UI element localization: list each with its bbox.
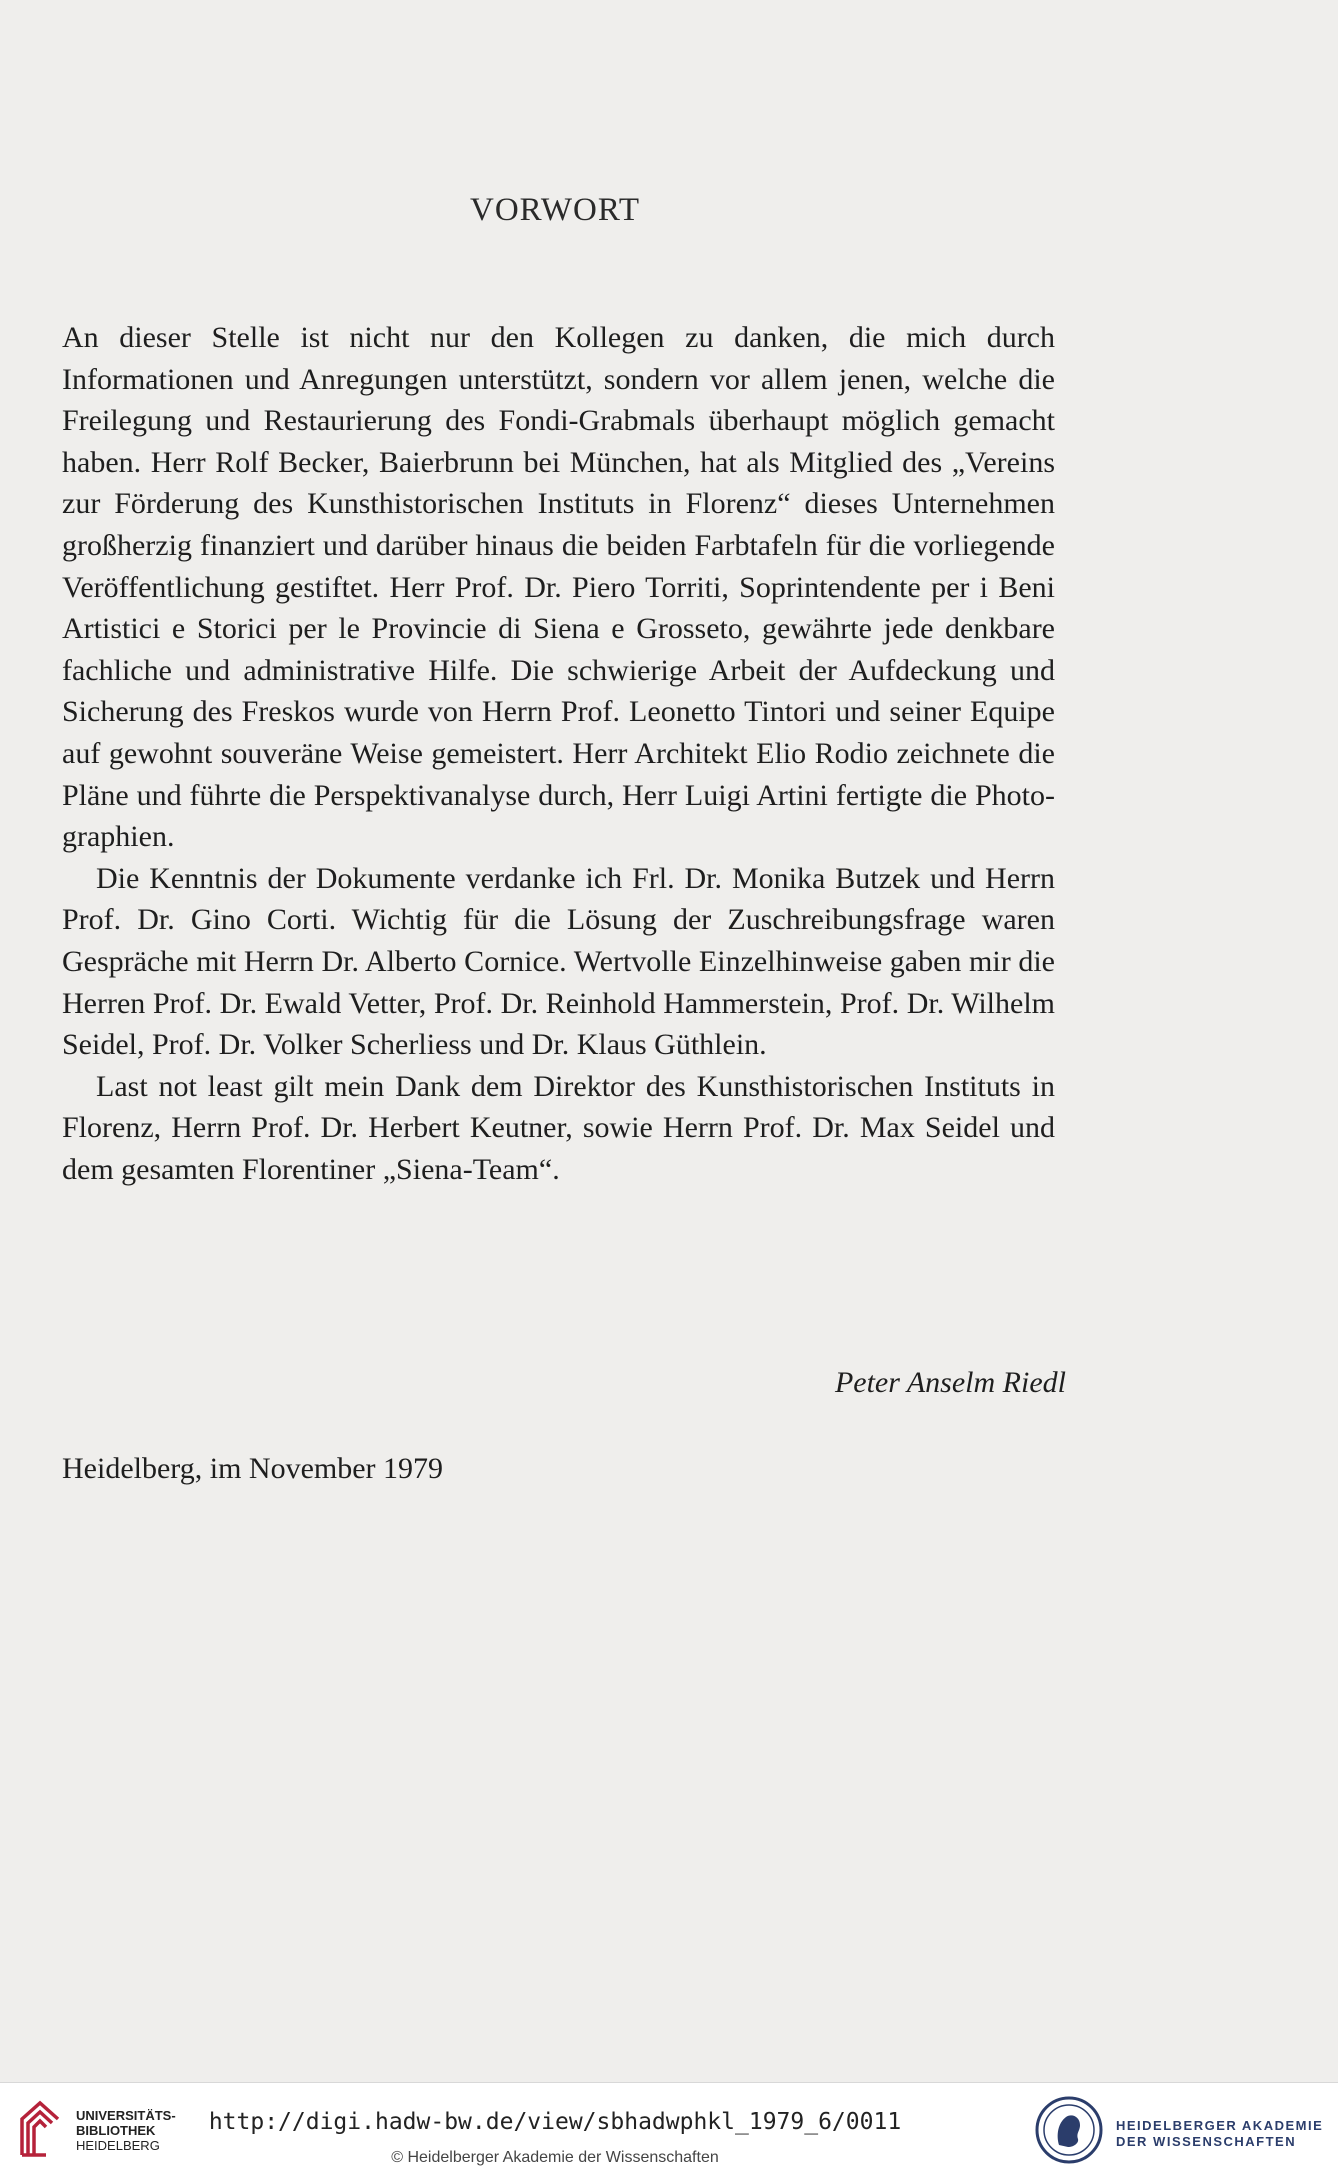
place-date: Heidelberg, im November 1979: [62, 1452, 444, 1485]
footer-bar: [0, 2082, 1338, 2180]
author-signature: Peter Anselm Riedl: [834, 1366, 1066, 1399]
library-name: UNIVERSITÄTS- BIBLIOTHEK HEIDELBERG: [76, 2108, 176, 2153]
preface-body: [62, 317, 1055, 1190]
academy-seal-icon: [1034, 2095, 1104, 2165]
paragraph-1: An dieser Stelle ist nicht nur den Kollegen zu danken, die mich durch Informationen und Anregungen unterstützt, sondern vor allem jenen, welche die Freilegung und Restaurierung des Fondi-Grabmals überhaupt möglich gemacht haben. Herr Rolf Becker, Baierbrunn bei München, hat als Mitglied des „Vereins zur Förderung des Kunsthistorischen Instituts in Florenz“ dieses Unternehmen großherzig finanziert und darüber hinaus die beiden Farbtafeln für die vorliegende Veröffentlichung gestiftet. Herr Prof. Dr. Piero Torriti, Soprintendente per i Beni Artistici e Storici per le Provincie di Siena e Grosseto, gewährte jede denkbare fachliche und administrative Hilfe. Die schwierige Arbeit der Aufdeckung und Sicherung des Freskos wurde von Herrn Prof. Leonetto Tintori und seiner Equipe auf gewohnt souveräne Weise gemeistert. Herr Architekt Elio Rodio zeichnete die Pläne und führte die Perspektivanalyse durch, Herr Luigi Artini fertigte die Photographien.: [62, 321, 1055, 854]
page-title: VORWORT: [469, 192, 641, 228]
permalink-url[interactable]: http://digi.hadw-bw.de/view/sbhadwphkl_1979_6/0011: [208, 2109, 902, 2135]
paragraph-3: Last not least gilt mein Dank dem Direktor des Kunsthistorischen Instituts in Florenz, Herrn Prof. Dr. Herbert Keutner, sowie Herrn Prof. Dr. Max Seidel und dem gesamten Florentiner „Siena-Team“.: [62, 1069, 1055, 1186]
academy-name: HEIDELBERGER AKADEMIE DER WISSENSCHAFTEN: [1116, 2118, 1324, 2149]
copyright-notice: © Heidelberger Akademie der Wissenschaften: [391, 2149, 719, 2166]
paragraph-2: Die Kenntnis der Dokumente verdanke ich Frl. Dr. Monika Butzek und Herrn Prof. Dr. Gino Corti. Wichtig für die Lösung der Zuschreibungsfrage waren Gespräche mit Herrn Dr. Alberto Cornice. Wertvolle Einzelhinweise gaben mir die Herren Prof. Dr. Ewald Vetter, Prof. Dr. Reinhold Hammerstein, Prof. Dr. Wilhelm Seidel, Prof. Dr. Volker Scherliess und Dr. Klaus Güthlein.: [62, 861, 1055, 1062]
